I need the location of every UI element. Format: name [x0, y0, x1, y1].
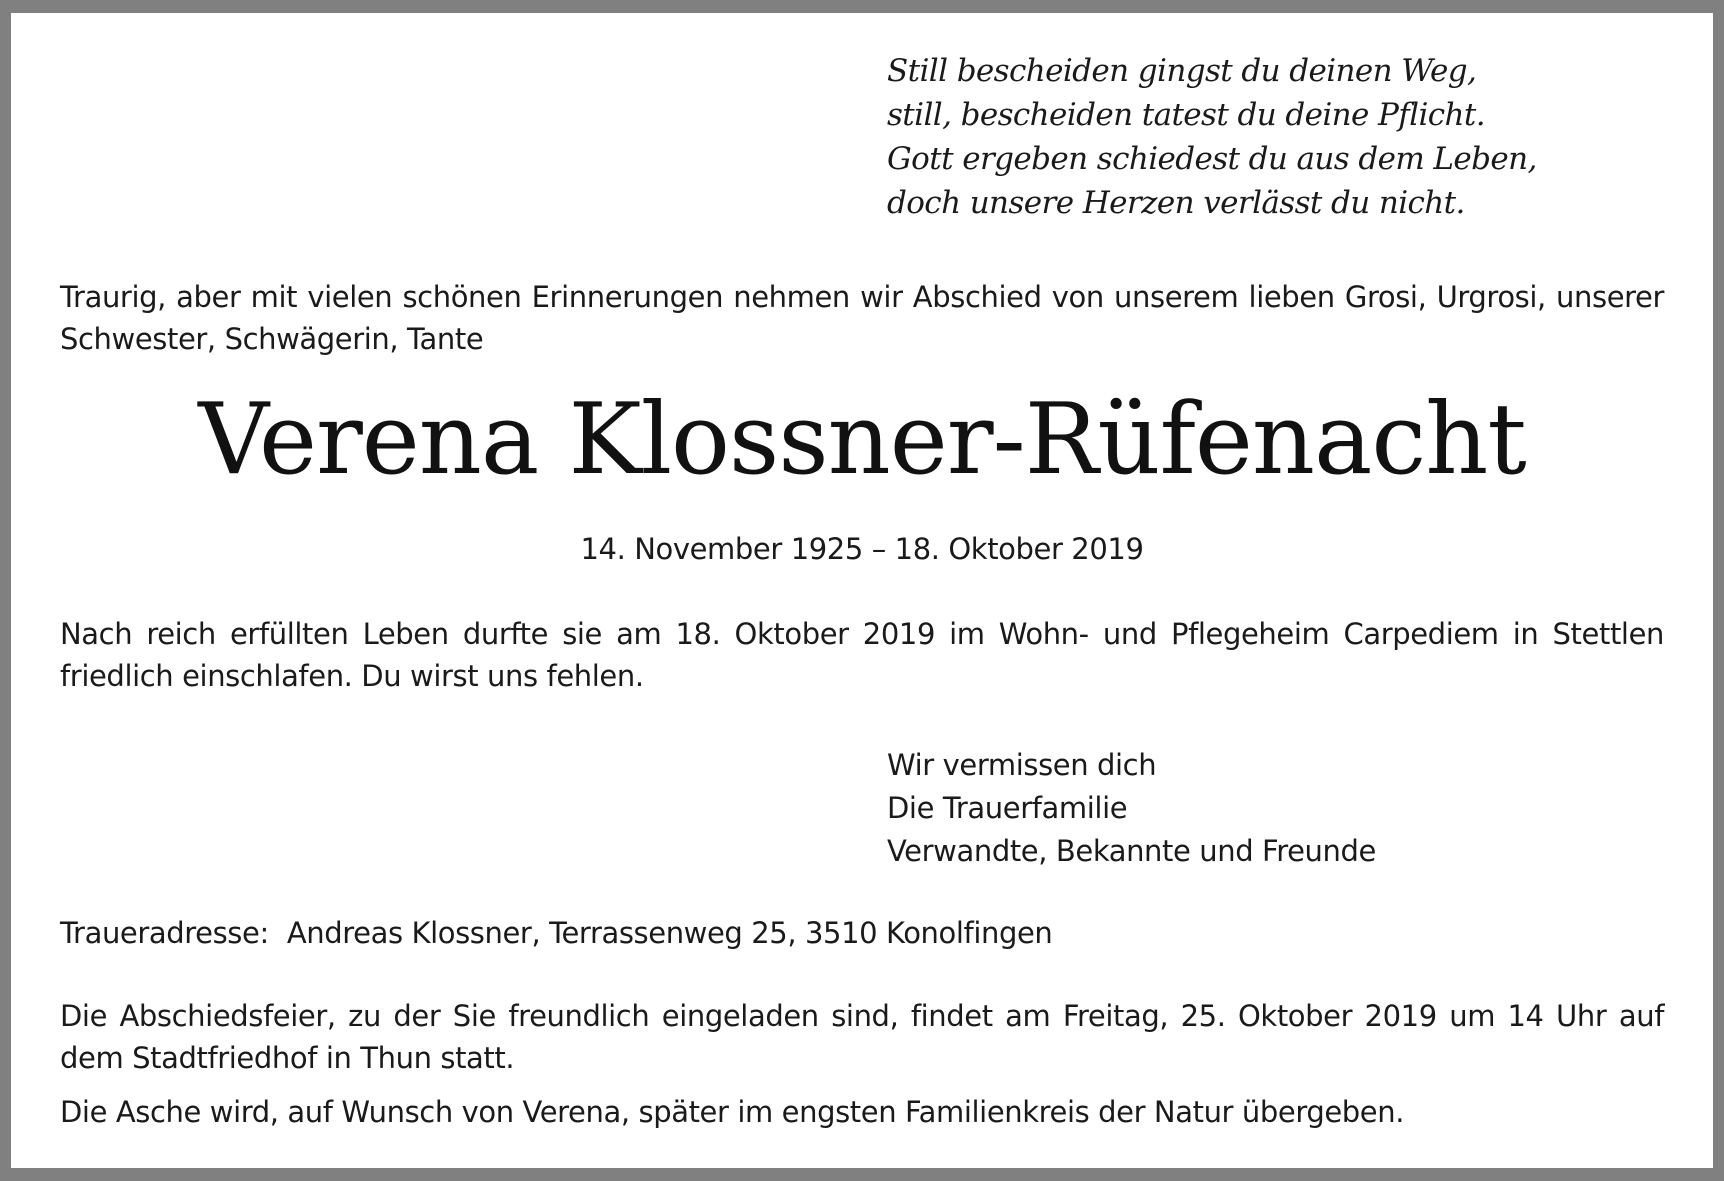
signoff-line: Die Trauerfamilie: [887, 791, 1128, 825]
poem-line: Still bescheiden gingst du deinen Weg,: [887, 53, 1477, 89]
poem-line: Gott ergeben schiedest du aus dem Leben,: [887, 141, 1537, 177]
obituary-notice: [11, 13, 1713, 1168]
deceased-name: Verena Klossner-Rüfenacht: [198, 383, 1526, 497]
poem-line: doch unsere Herzen verlässt du nicht.: [887, 185, 1465, 221]
address-label: Traueradresse:: [60, 916, 269, 950]
poem-line: still, bescheiden tatest du deine Pflicht.: [887, 97, 1486, 133]
family-signoff: [887, 744, 1376, 873]
mourning-address: [60, 912, 1664, 954]
intro-paragraph: Traurig, aber mit vielen schönen Erinnerungen nehmen wir Abschied von unserem lieben Grosi, Urgrosi, unserer Schwester, Schwägerin, Tante: [60, 280, 1664, 356]
memorial-poem: [887, 49, 1537, 225]
signoff-line: Wir vermissen dich: [887, 748, 1157, 782]
signoff-line: Verwandte, Bekannte und Freunde: [887, 834, 1376, 868]
ashes-paragraph: Die Asche wird, auf Wunsch von Verena, später im engsten Familienkreis der Natur übergeben.: [60, 1095, 1405, 1129]
ceremony-paragraph: Die Abschiedsfeier, zu der Sie freundlich eingeladen sind, findet am Freitag, 25. Oktober 2019 um 14 Uhr auf dem Stadtfriedhof in Thun statt.: [60, 999, 1664, 1075]
passing-paragraph: Nach reich erfüllten Leben durfte sie am 18. Oktober 2019 im Wohn- und Pflegeheim Carpediem in Stettlen friedlich einschlafen. Du wirst uns fehlen.: [60, 617, 1664, 693]
address-value: Andreas Klossner, Terrassenweg 25, 3510 Konolfingen: [286, 916, 1053, 950]
life-dates: 14. November 1925 – 18. Oktober 2019: [580, 532, 1144, 566]
